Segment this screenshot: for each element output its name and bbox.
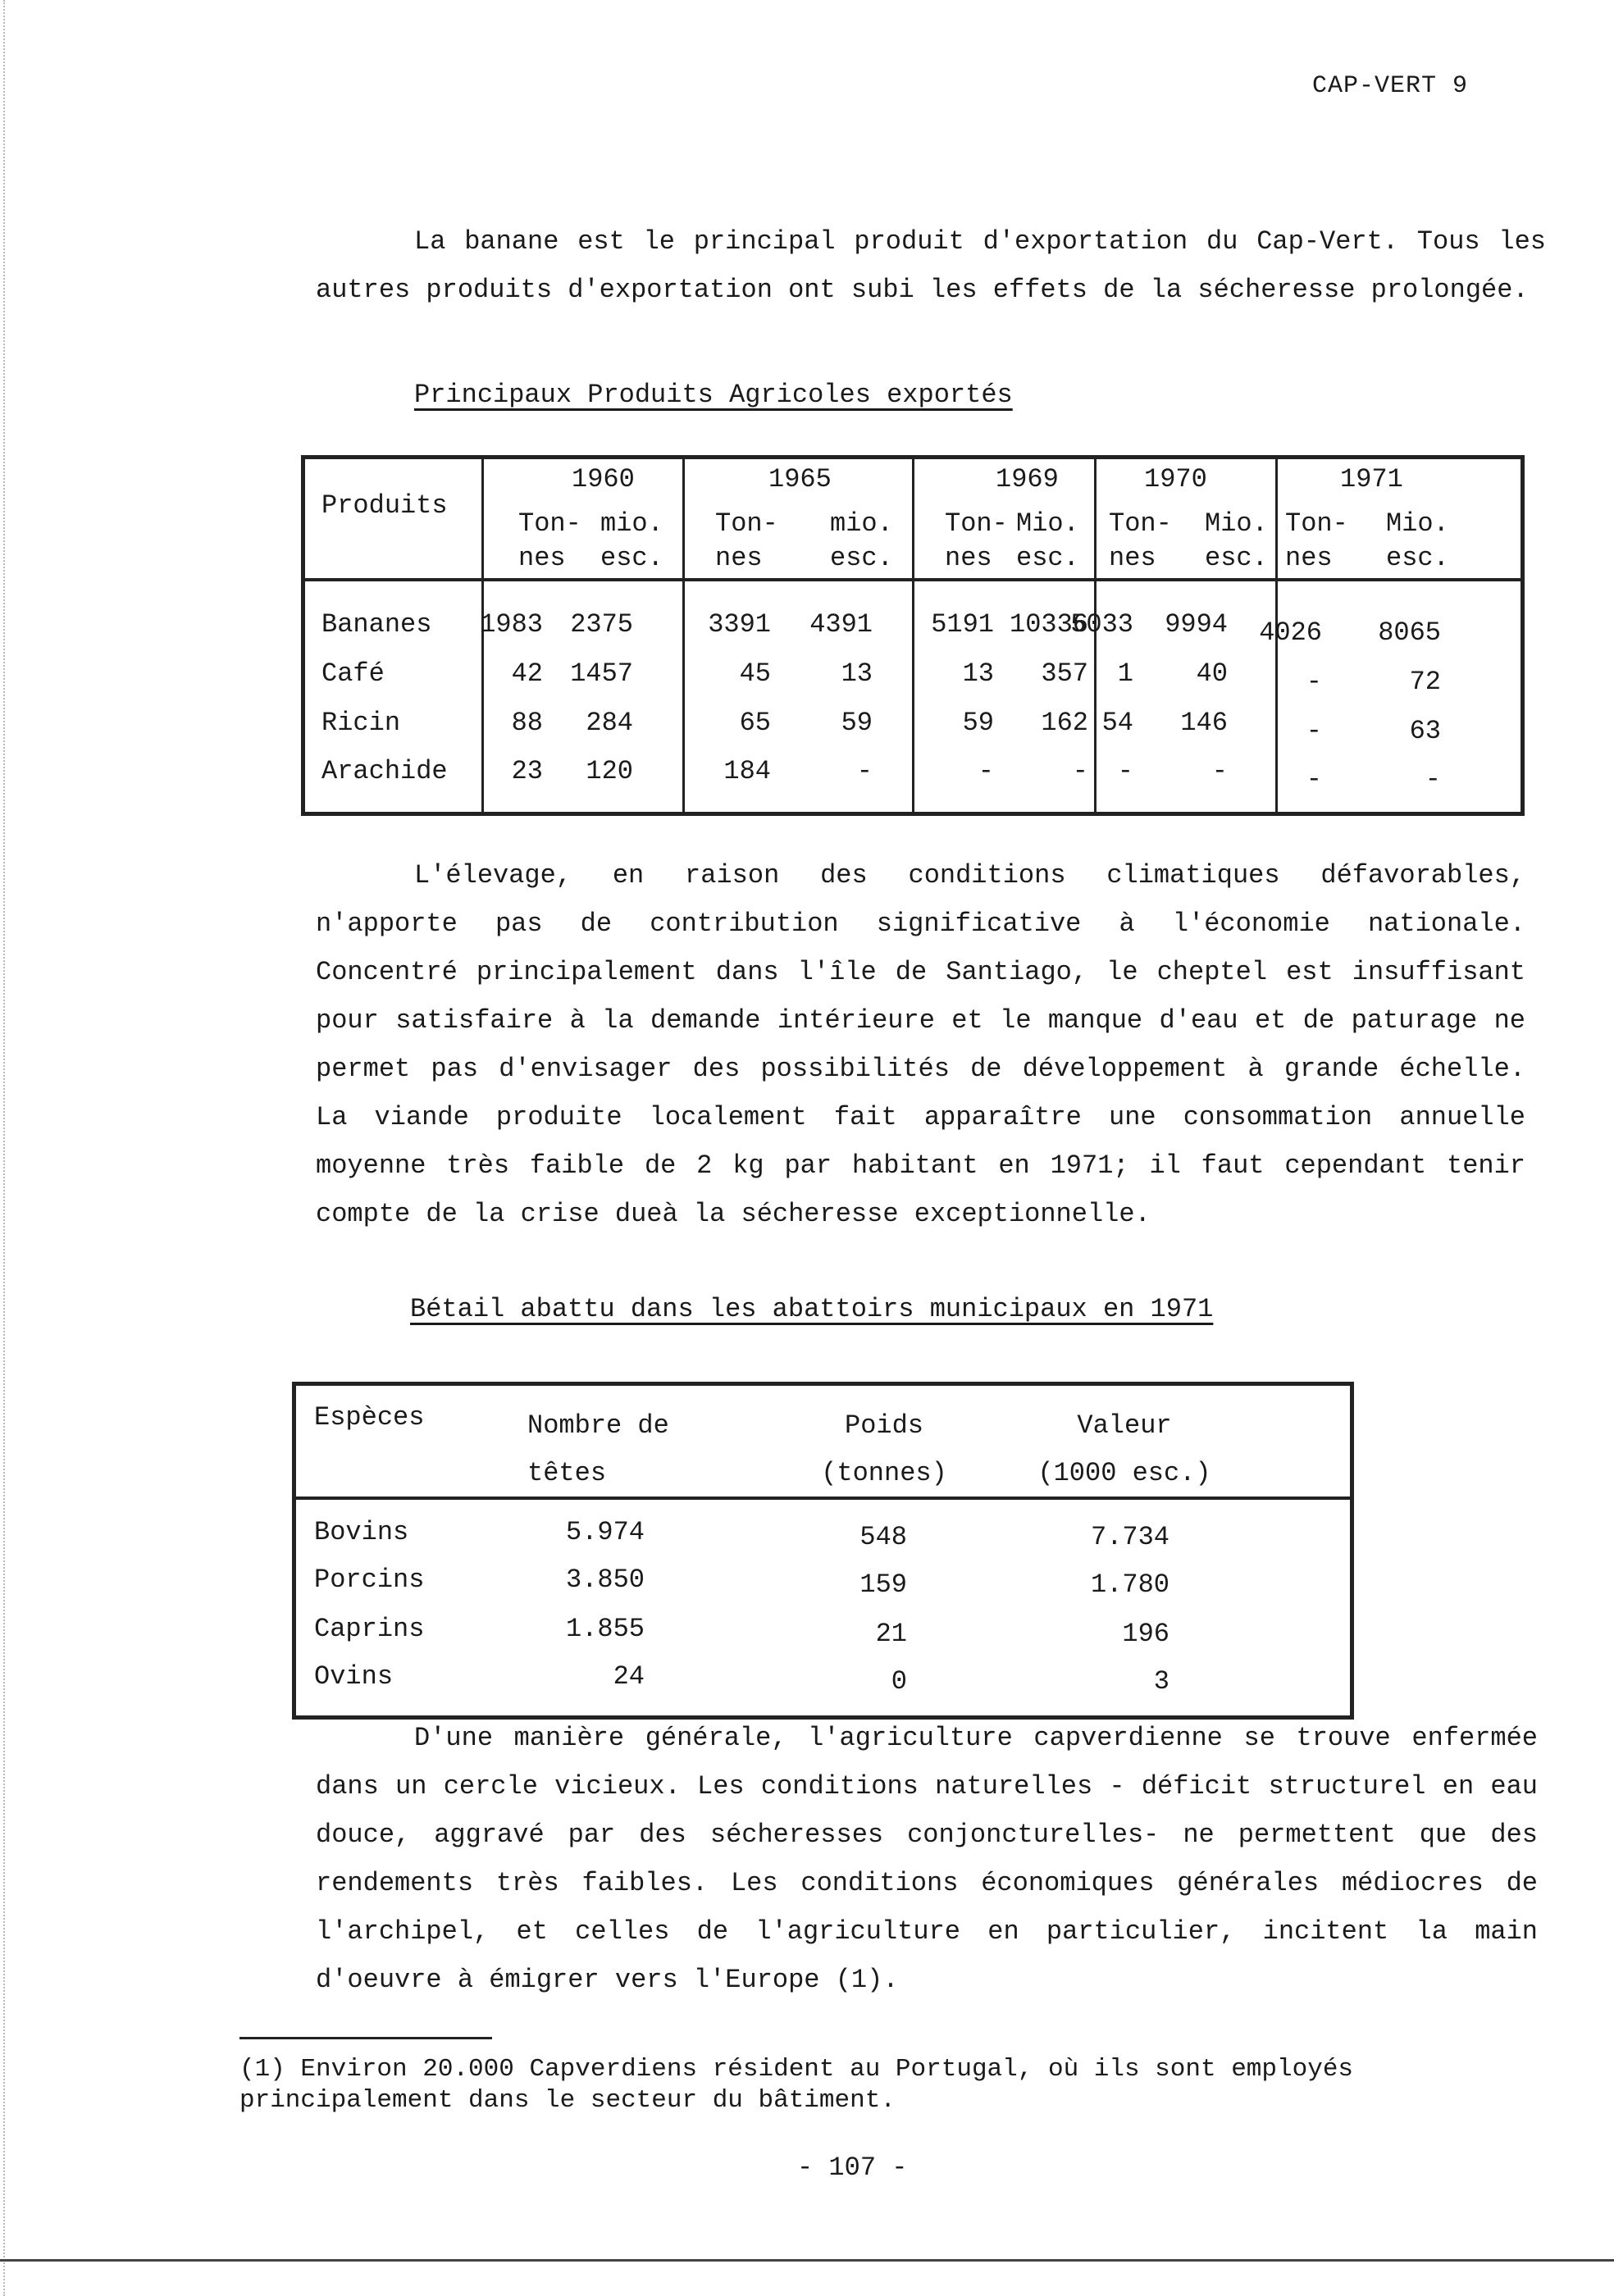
table2-caption: Bétail abattu dans les abattoirs municipaux en 1971 bbox=[410, 1294, 1214, 1324]
table2-cell: 24 bbox=[613, 1661, 645, 1692]
table1-cell: 184 bbox=[723, 756, 771, 786]
table1-cell: 72 bbox=[1409, 667, 1441, 697]
table2-cell: 7.734 bbox=[1090, 1522, 1169, 1552]
table1-row-label: Arachide bbox=[321, 756, 448, 786]
table1-cell: 13 bbox=[962, 658, 994, 689]
table1-cell: 3391 bbox=[708, 609, 771, 640]
table1-subheader: mio. esc. bbox=[600, 508, 663, 573]
table1-cell: 54 bbox=[1101, 708, 1133, 738]
table1-row-label: Bananes bbox=[321, 609, 432, 640]
table1-cell: 1983 bbox=[480, 609, 543, 640]
table1-cell: 8065 bbox=[1378, 617, 1441, 648]
paragraph-livestock bbox=[316, 851, 1525, 1238]
table1-subheader: Mio. esc. bbox=[1205, 508, 1268, 573]
page-bottom-rule bbox=[0, 2259, 1614, 2262]
table1-vrule bbox=[682, 459, 685, 812]
table1-year: 1971 bbox=[1340, 464, 1403, 494]
table2-cell: 1.780 bbox=[1090, 1569, 1169, 1600]
table1-cell: 1 bbox=[1117, 658, 1133, 689]
table2-slaughter bbox=[292, 1382, 1354, 1720]
table1-year: 1960 bbox=[572, 464, 635, 494]
table1-cell: - bbox=[1306, 667, 1322, 697]
table1-year: 1970 bbox=[1144, 464, 1207, 494]
scan-edge bbox=[3, 0, 5, 2296]
table1-cell: - bbox=[1117, 756, 1133, 786]
table1-cell: 4026 bbox=[1259, 617, 1322, 648]
table1-subheader: Ton- nes bbox=[518, 508, 581, 573]
table2-header-value: Valeur (1000 esc.) bbox=[1037, 1410, 1211, 1488]
table1-exports bbox=[301, 455, 1525, 816]
table1-subheader: Ton- nes bbox=[1285, 508, 1348, 573]
table1-cell: 4391 bbox=[809, 609, 873, 640]
table1-cell: 40 bbox=[1196, 658, 1228, 689]
table1-cell: - bbox=[1306, 716, 1322, 746]
table2-cell: 159 bbox=[859, 1569, 907, 1600]
table1-cell: - bbox=[856, 756, 873, 786]
table1-cell: - bbox=[1306, 764, 1322, 795]
table1-cell: 357 bbox=[1041, 658, 1088, 689]
table1-year: 1965 bbox=[768, 464, 832, 494]
table1-cell: 1457 bbox=[570, 658, 633, 689]
paragraph-conclusion-text: D'une manière générale, l'agriculture capverdienne se trouve enfermée dans un cercle vicieux. Les conditions naturelles - déficit structurel en eau douce, aggravé par des sécheresses conjoncturelles- ne permettent que des rendements très faibles. Les conditions économiques générales médiocres de l'archipel, et celles de l'agriculture en particulier, incitent la main d'oeuvre à émigrer vers l'Europe (1). bbox=[316, 1723, 1538, 1995]
table2-cell: 3.850 bbox=[565, 1565, 645, 1595]
footnote: (1) Environ 20.000 Capverdiens résident au Portugal, où ils sont employés principalement dans le secteur du bâtiment. bbox=[239, 2055, 1354, 2115]
table1-vrule bbox=[912, 459, 914, 812]
paragraph-conclusion bbox=[316, 1714, 1538, 2004]
table1-corner: Produits bbox=[321, 490, 448, 521]
table1-cell: 5191 bbox=[931, 609, 994, 640]
table1-cell: - bbox=[978, 756, 994, 786]
table1-cell: 23 bbox=[511, 756, 543, 786]
table1-cell: 2375 bbox=[570, 609, 633, 640]
table1-cell: 120 bbox=[586, 756, 633, 786]
table2-header-weight: Poids (tonnes) bbox=[821, 1410, 947, 1488]
table2-row-label: Ovins bbox=[314, 1661, 394, 1692]
table1-subheader: Mio. esc. bbox=[1016, 508, 1079, 573]
table1-cell: 5033 bbox=[1070, 609, 1133, 640]
table2-cell: 196 bbox=[1122, 1619, 1169, 1649]
paragraph-banana bbox=[316, 217, 1546, 314]
table1-subheader: Mio. esc. bbox=[1386, 508, 1449, 573]
table1-cell: - bbox=[1211, 756, 1228, 786]
table1-cell: - bbox=[1072, 756, 1088, 786]
paragraph-livestock-text: L'élevage, en raison des conditions climatiques défavorables, n'apporte pas de contribution significative à l'économie nationale. Concentré principalement dans l'île de Santiago, le cheptel est insuffisant pour satisfaire à la demande intérieure et le manque d'eau et de paturage ne permet pas d'envisager des possibilités de développement à grande échelle. La viande produite localement fait apparaître une consommation annuelle moyenne très faible de 2 kg par habitant en 1971; il faut cependant tenir compte de la crise dueà la sécheresse exceptionnelle. bbox=[316, 860, 1525, 1229]
table1-cell: 10336 bbox=[1009, 609, 1088, 640]
table1-cell: 59 bbox=[841, 708, 873, 738]
table1-subheader: Ton- nes bbox=[715, 508, 778, 573]
table1-cell: 162 bbox=[1041, 708, 1088, 738]
table2-header-count: Nombre de têtes bbox=[527, 1410, 669, 1488]
table2-row-label: Bovins bbox=[314, 1517, 409, 1547]
paragraph-banana-text: La banane est le principal produit d'exportation du Cap-Vert. Tous les autres produits d'exportation ont subi les effets de la sécheresse prolongée. bbox=[316, 226, 1546, 305]
table2-cell: 21 bbox=[875, 1619, 907, 1649]
footnote-rule bbox=[239, 2037, 492, 2039]
running-header: CAP-VERT 9 bbox=[1312, 72, 1469, 100]
table2-cell: 5.974 bbox=[565, 1517, 645, 1547]
table1-cell: 45 bbox=[739, 658, 771, 689]
table2-cell: 3 bbox=[1153, 1666, 1169, 1697]
table2-cell: 0 bbox=[891, 1666, 907, 1697]
table1-subheader: Ton- nes bbox=[1109, 508, 1172, 573]
page-number: - 107 - bbox=[797, 2152, 908, 2183]
table1-cell: 42 bbox=[511, 658, 543, 689]
table2-row-label: Porcins bbox=[314, 1565, 425, 1595]
table1-year: 1969 bbox=[996, 464, 1059, 494]
table1-cell: 9994 bbox=[1165, 609, 1228, 640]
table1-caption: Principaux Produits Agricoles exportés bbox=[414, 380, 1013, 410]
table1-cell: 59 bbox=[962, 708, 994, 738]
table2-row-label: Caprins bbox=[314, 1614, 425, 1644]
table2-cell: 548 bbox=[859, 1522, 907, 1552]
table2-header-species: Espèces bbox=[314, 1402, 425, 1433]
table2-cell: 1.855 bbox=[565, 1614, 645, 1644]
table1-subheader: mio. esc. bbox=[830, 508, 893, 573]
table1-subheader: Ton- nes bbox=[945, 508, 1008, 573]
table1-cell: - bbox=[1425, 764, 1441, 795]
table1-row-label: Ricin bbox=[321, 708, 401, 738]
table1-row-label: Café bbox=[321, 658, 385, 689]
table1-cell: 146 bbox=[1180, 708, 1228, 738]
table1-cell: 88 bbox=[511, 708, 543, 738]
table1-cell: 13 bbox=[841, 658, 873, 689]
table1-cell: 65 bbox=[739, 708, 771, 738]
table1-cell: 63 bbox=[1409, 716, 1441, 746]
table1-cell: 284 bbox=[586, 708, 633, 738]
